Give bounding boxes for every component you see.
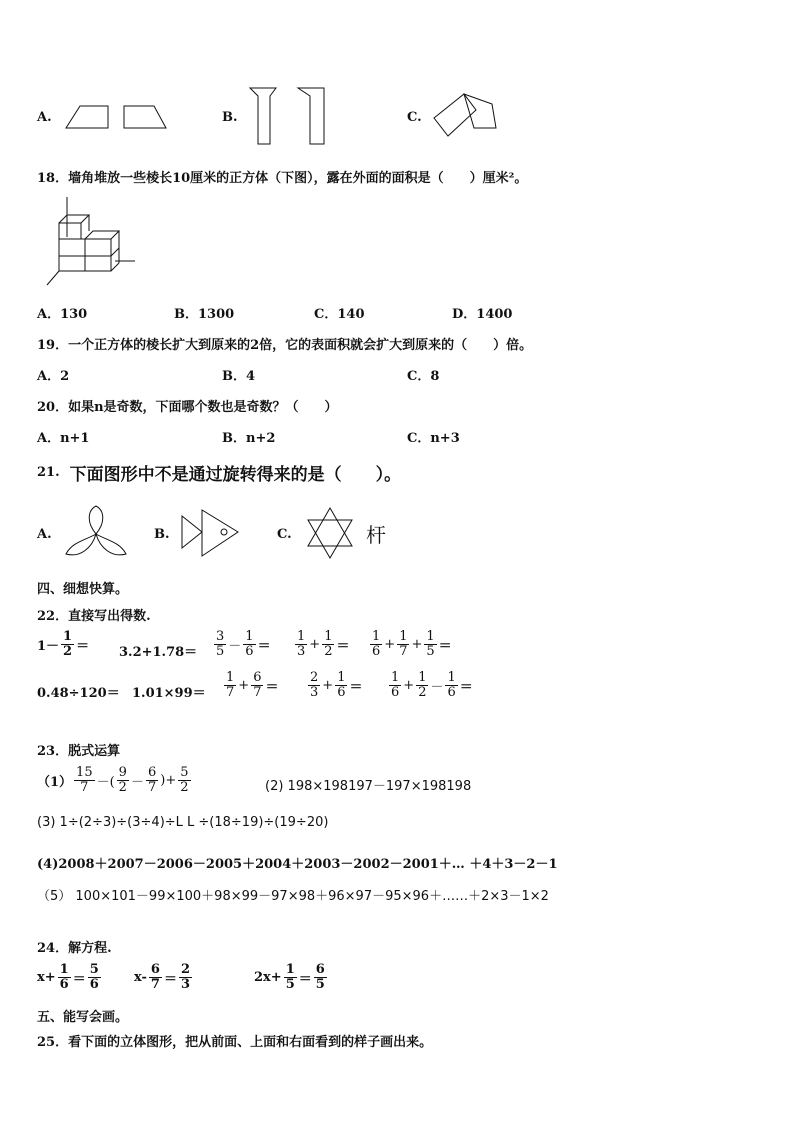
q17-option-c-figure: [430, 90, 504, 140]
q21-option-c-label: C.: [277, 527, 292, 542]
q21-character: 杆: [366, 523, 386, 547]
q23-part-4: (4)2008＋2007－2006－2005＋2004＋2003－2002－2001＋… ＋4＋3－2－1: [37, 857, 558, 872]
q17-option-a-label: A.: [37, 110, 52, 125]
q21-question: [37, 460, 401, 485]
q21-number: 21.: [37, 465, 60, 480]
q20-question: 20．如果n是奇数，下面哪个数也是奇数？（ ）: [37, 400, 338, 415]
q21-option-a-figure: [64, 504, 128, 558]
q17-option-b-figure: [248, 86, 330, 146]
q21-text: 下面图形中不是通过旋转得来的是（ ）。: [69, 465, 402, 485]
q18-question: 18．墙角堆放一些棱长10厘米的正方体（下图），露在外面的面积是（ ）厘米²。: [37, 171, 528, 186]
q19-option-a: A．2: [37, 369, 70, 384]
q18-cubes-figure: [45, 195, 140, 287]
q21-option-c-figure: [304, 506, 356, 560]
q22-item-7: 1.01×99＝: [132, 686, 206, 701]
q24-equation-2: x- $\frac{6}{7}$ ＝ $\frac{2}{3}$: [134, 962, 191, 992]
q18-option-d: D．1400: [452, 307, 513, 322]
q22-item-9: $\frac{2}{3}$ + $\frac{1}{6}$ ＝: [310, 670, 363, 700]
q17-option-b-label: B.: [222, 110, 238, 125]
q20-option-a: A．n+1: [37, 431, 90, 446]
q22-item-10: $\frac{1}{6}$ + $\frac{1}{2}$ － $\frac{1}{6}$ ＝: [391, 670, 473, 700]
q23-part-3: (3) 1÷(2÷3)÷(3÷4)÷L L ÷(18÷19)÷(19÷20): [37, 815, 329, 830]
q23-part-2: (2) 198×198197－197×198198: [265, 779, 472, 794]
q21-option-b-label: B.: [154, 527, 170, 542]
q25-question: 25．看下面的立体图形，把从前面、上面和右面看到的样子画出来。: [37, 1035, 433, 1050]
q22-item-3: $\frac{3}{5}$ － $\frac{1}{6}$ ＝: [216, 629, 271, 659]
q21-option-a-label: A.: [37, 527, 52, 542]
section-5-heading: 五、能写会画。: [37, 1010, 129, 1025]
q19-option-b: B．4: [222, 369, 256, 384]
q23-title: 23．脱式运算: [37, 744, 121, 759]
q19-option-c: C．8: [407, 369, 440, 384]
q22-item-4: $\frac{1}{3}$ + $\frac{1}{2}$ ＝: [297, 629, 350, 659]
q21-option-b-figure: [180, 508, 242, 560]
q22-item-1: 1－ $\frac{1}{2}$ ＝: [37, 629, 90, 659]
q22-item-8: $\frac{1}{7}$ + $\frac{6}{7}$ ＝: [226, 670, 279, 700]
q22-title: 22．直接写出得数.: [37, 609, 151, 624]
q22-item-5: $\frac{1}{6}$ + $\frac{1}{7}$ + $\frac{1}{5}$ ＝: [372, 629, 452, 659]
q22-item-2: 3.2+1.78＝: [119, 645, 198, 660]
q22-item-6: 0.48÷120＝: [37, 686, 120, 701]
q23-part-1: （1） $\frac{15}{7}$ －( $\frac{9}{2}$ － $\frac{6}{7}$ )+ $\frac{5}{2}$: [37, 765, 189, 795]
q24-title: 24．解方程.: [37, 941, 112, 956]
section-4-heading: 四、细想快算。: [37, 582, 129, 597]
q18-option-b: B．1300: [174, 307, 235, 322]
q20-option-b: B．n+2: [222, 431, 276, 446]
q24-equation-1: x+ $\frac{1}{6}$ ＝ $\frac{5}{6}$: [37, 962, 99, 992]
q19-question: 19．一个正方体的棱长扩大到原来的2倍，它的表面积就会扩大到原来的（ ）倍。: [37, 338, 533, 353]
q18-option-a: A．130: [37, 307, 88, 322]
q23-part-5: （5） 100×101－99×100＋98×99－97×98＋96×97－95×96＋……＋2×3－1×2: [37, 889, 549, 904]
q18-option-c: C．140: [314, 307, 365, 322]
q24-equation-3: 2x+ $\frac{1}{5}$ ＝ $\frac{6}{5}$: [254, 962, 325, 992]
q20-option-c: C．n+3: [407, 431, 460, 446]
q17-option-a-figure: [62, 102, 172, 132]
q17-option-c-label: C.: [407, 110, 422, 125]
